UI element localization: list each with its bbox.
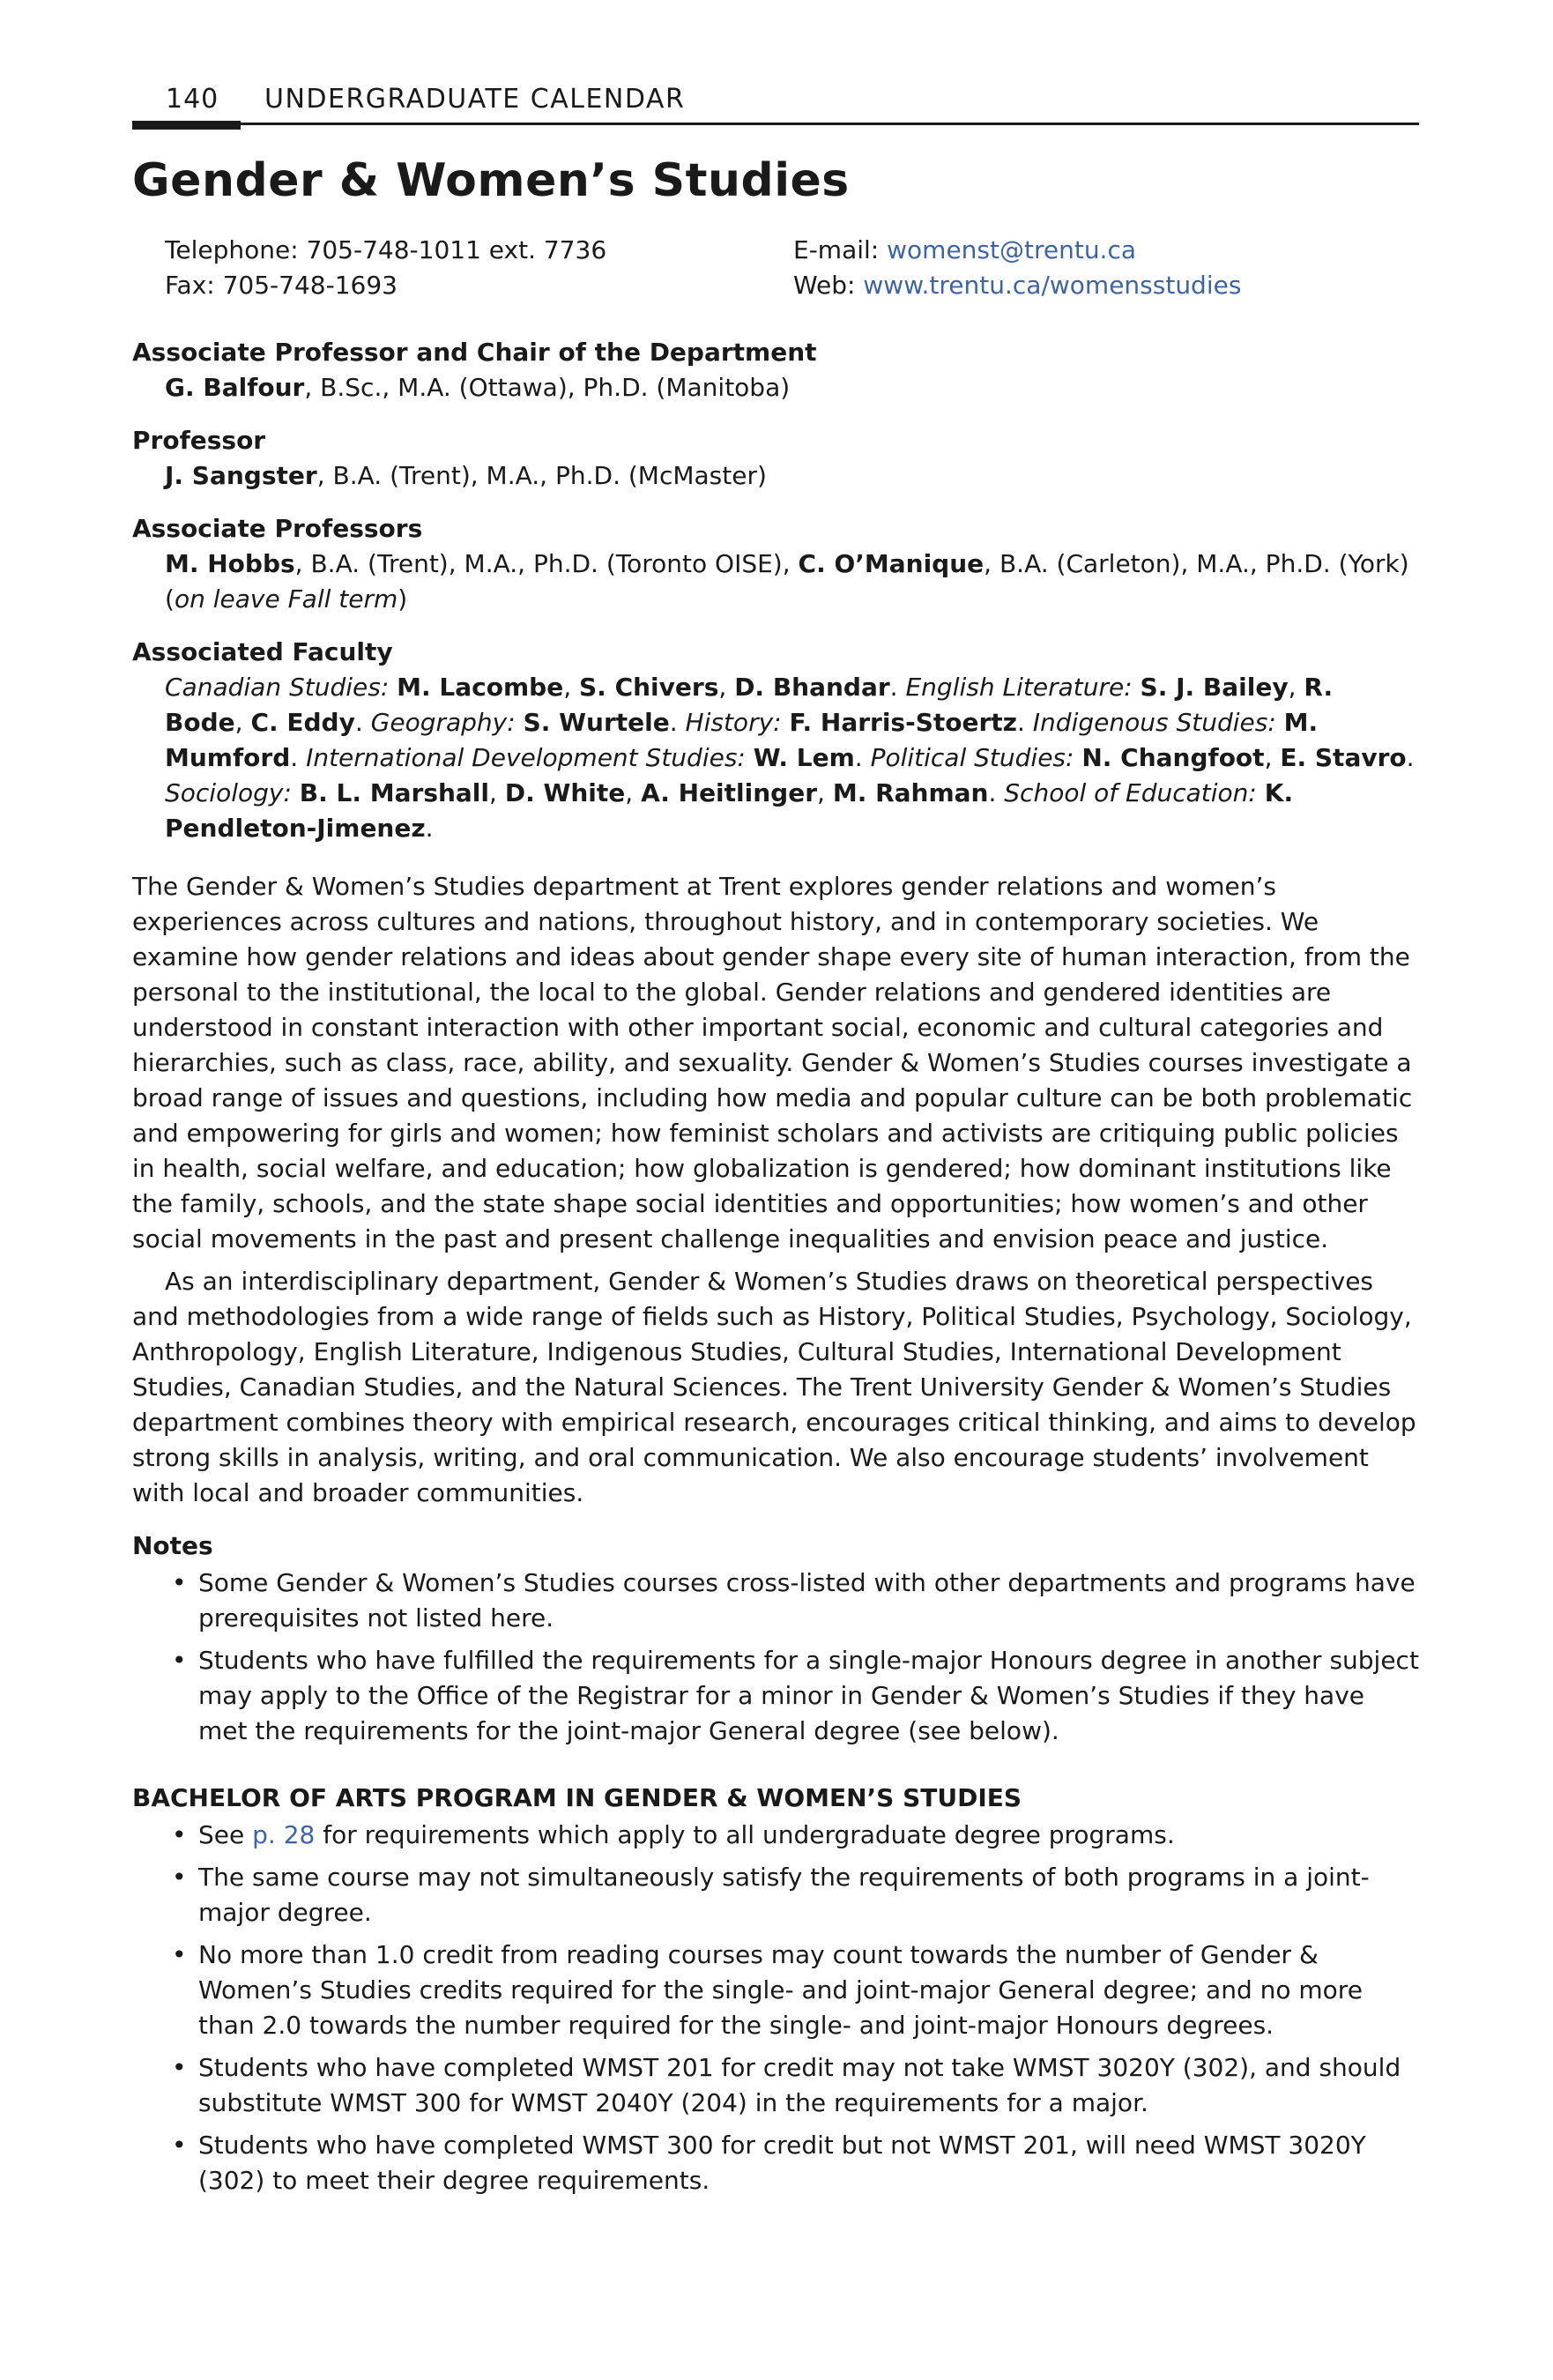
interdisciplinary-paragraph: As an interdisciplinary department, Gender & Women’s Studies draws on theoretical perspectives and methodologies from a wide range of fields such as History, Political Studies, Psychology, Sociology, Anthropology, English Literature, Indigenous Studies, Cultural Studies, International Development Studies, Canadian Studies, and the Natural Sciences. The Trent University Gender & Women’s Studies department combines theory with empirical research, encourages critical thinking, and aims to develop strong skills in analysis, writing, and oral communication. We also encourage students’ involvement with local and broader communities. bbox=[132, 1267, 1416, 1507]
list-item: • Students who have completed WMST 201 for credit may not take WMST 3020Y (302), and should substitute WMST 300 for WMST 2040Y (204) in the requirements for a major. bbox=[132, 2050, 1419, 2121]
faculty-name: M. Mumford bbox=[165, 708, 1319, 772]
bullet-icon: • bbox=[172, 1820, 187, 1849]
bullet-icon: • bbox=[172, 1646, 187, 1675]
running-header bbox=[132, 84, 1419, 128]
header-rule bbox=[132, 123, 1419, 125]
fax-line bbox=[165, 268, 606, 303]
header-tab-bar bbox=[132, 121, 241, 130]
discipline-label: English Literature: bbox=[905, 673, 1141, 702]
telephone-value: 705-748-1011 ext. 7736 bbox=[306, 235, 607, 264]
list-item: • Students who have fulfilled the requirements for a single-major Honours degree in another subject may apply to the Office of the Registrar for a minor in Gender & Women’s Studies if they have met the requirements for the joint-major General degree (see below). bbox=[132, 1643, 1419, 1749]
fax-label: Fax: bbox=[165, 271, 215, 300]
faculty-name: D. White bbox=[504, 778, 626, 807]
discipline-label: International Development Studies: bbox=[306, 743, 754, 772]
page-body bbox=[132, 335, 1419, 2205]
discipline-label: Geography: bbox=[370, 708, 524, 737]
chair-entry bbox=[165, 370, 1419, 405]
notes-list bbox=[132, 1566, 1419, 1749]
faculty-name: W. Lem bbox=[753, 743, 855, 772]
punctuation: ) bbox=[398, 584, 408, 614]
telephone-line bbox=[165, 233, 606, 268]
bullet-icon: • bbox=[172, 2131, 187, 2160]
discipline-label: School of Education: bbox=[1004, 778, 1265, 807]
faculty-name: S. J. Bailey bbox=[1140, 673, 1289, 702]
professor-entry bbox=[165, 458, 1419, 494]
faculty-name: R. Bode bbox=[165, 673, 1334, 737]
faculty-credentials: , B.A. (Trent), M.A., Ph.D. (Toronto OISE), bbox=[294, 549, 799, 578]
faculty-name: S. Chivers bbox=[579, 673, 719, 702]
fax-value: 705-748-1693 bbox=[222, 271, 398, 300]
list-item: • Students who have completed WMST 300 for credit but not WMST 201, will need WMST 3020Y (302) to meet their degree requirements. bbox=[132, 2128, 1419, 2198]
discipline-label: Sociology: bbox=[165, 778, 300, 807]
professor-credentials: , B.A. (Trent), M.A., Ph.D. (McMaster) bbox=[316, 461, 767, 490]
faculty-name: A. Heitlinger bbox=[641, 778, 818, 807]
associate-professors-heading: Associate Professors bbox=[132, 514, 423, 543]
page-number: 140 bbox=[166, 84, 219, 115]
intro-paragraph: The Gender & Women’s Studies department at Trent explores gender relations and women’s experiences across cultures and nations, throughout history, and in contemporary societies. We examine how gender relations and ideas about gender shape every site of human interaction, from the personal to the institutional, the local to the global. Gender relations and gendered identities are understood in constant interaction with other important social, economic and cultural categories and hierarchies, such as class, race, ability, and sexuality. Gender & Women’s Studies courses investigate a broad range of issues and questions, including how media and popular culture can be both problematic and empowering for girls and women; how feminist scholars and activists are critiquing public policies in health, social welfare, and education; how globalization is gendered; how dominant institutions like the family, schools, and the state shape social identities and opportunities; how women’s and other social movements in the past and present challenge inequalities and envision peace and justice. bbox=[132, 872, 1413, 1253]
bullet-icon: • bbox=[172, 1568, 187, 1597]
leave-note: on leave Fall term bbox=[174, 584, 398, 614]
running-title: UNDERGRADUATE CALENDAR bbox=[264, 84, 686, 115]
faculty-name: F. Harris-Stoertz bbox=[789, 708, 1017, 737]
email-link[interactable]: womenst@trentu.ca bbox=[887, 235, 1137, 264]
associated-faculty-heading: Associated Faculty bbox=[132, 637, 393, 666]
chair-credentials: , B.Sc., M.A. (Ottawa), Ph.D. (Manitoba) bbox=[304, 373, 791, 402]
telephone-label: Telephone: bbox=[165, 235, 299, 264]
associated-faculty-entry: Canadian Studies: M. Lacombe, S. Chivers, D. Bhandar. English Literature: S. J. Bailey, R. Bode, C. Eddy. Geography: S. Wurtele. History: F. Harris-Stoertz. Indigenous Studies: M. Mumford. International Development Studies: W. Lem. Political Studies: N. Changfoot, E. Stavro. Sociology: B. L. Marshall, D. White, A. Heitlinger, M. Rahman. School of Education: K. Pendleton-Jimenez. bbox=[165, 673, 1415, 843]
page-reference-link[interactable]: p. 28 bbox=[252, 1820, 316, 1849]
bullet-icon: • bbox=[172, 1863, 187, 1892]
list-item: • Some Gender & Women’s Studies courses cross-listed with other departments and programs have prerequisites not listed here. bbox=[132, 1566, 1419, 1636]
email-line bbox=[793, 233, 1241, 268]
faculty-name: S. Wurtele bbox=[523, 708, 670, 737]
list-item: • See p. 28 for requirements which apply to all undergraduate degree programs. bbox=[132, 1818, 1419, 1853]
chair-name: G. Balfour bbox=[165, 373, 305, 402]
faculty-name: K. Pendleton-Jimenez bbox=[165, 778, 1294, 843]
contact-web-block bbox=[793, 233, 1241, 303]
bullet-icon: • bbox=[172, 2053, 187, 2082]
faculty-name: C. Eddy bbox=[250, 708, 355, 737]
faculty-name: C. O’Manique bbox=[798, 549, 985, 578]
faculty-name: N. Changfoot bbox=[1081, 743, 1265, 772]
discipline-label: History: bbox=[685, 708, 790, 737]
faculty-credentials: , B.A. (Carleton), M.A., Ph.D. (York) ( bbox=[165, 549, 1409, 614]
page-title: Gender & Women’s Studies bbox=[132, 154, 850, 207]
faculty-name: B. L. Marshall bbox=[299, 778, 490, 807]
faculty-name: E. Stavro bbox=[1280, 743, 1407, 772]
email-label: E-mail: bbox=[793, 235, 880, 264]
bullet-icon: • bbox=[172, 1940, 187, 1969]
web-line bbox=[793, 268, 1241, 303]
discipline-label: Political Studies: bbox=[870, 743, 1082, 772]
contact-phone-block bbox=[165, 233, 606, 303]
faculty-name: M. Rahman bbox=[832, 778, 989, 807]
professor-name: J. Sangster bbox=[165, 461, 317, 490]
list-item: • No more than 1.0 credit from reading courses may count towards the number of Gender & Women’s Studies credits required for the single- and joint-major General degree; and no more than 2.0 towards the number required for the single- and joint-major Honours degrees. bbox=[132, 1937, 1419, 2043]
list-item: • The same course may not simultaneously satisfy the requirements of both programs in a joint-major degree. bbox=[132, 1860, 1419, 1930]
professor-heading: Professor bbox=[132, 426, 266, 455]
discipline-label: Canadian Studies: bbox=[165, 673, 398, 702]
notes-heading: Notes bbox=[132, 1531, 213, 1560]
web-link[interactable]: www.trentu.ca/womensstudies bbox=[863, 271, 1242, 300]
program-requirements-list bbox=[132, 1818, 1419, 2198]
chair-heading: Associate Professor and Chair of the Department bbox=[132, 338, 817, 367]
discipline-label: Indigenous Studies: bbox=[1032, 708, 1284, 737]
program-heading: BACHELOR OF ARTS PROGRAM IN GENDER & WOMEN’S STUDIES bbox=[132, 1783, 1022, 1812]
faculty-name: M. Hobbs bbox=[165, 549, 295, 578]
associate-professors-entry bbox=[165, 547, 1419, 617]
web-label: Web: bbox=[793, 271, 856, 300]
faculty-name: M. Lacombe bbox=[397, 673, 564, 702]
faculty-name: D. Bhandar bbox=[734, 673, 890, 702]
